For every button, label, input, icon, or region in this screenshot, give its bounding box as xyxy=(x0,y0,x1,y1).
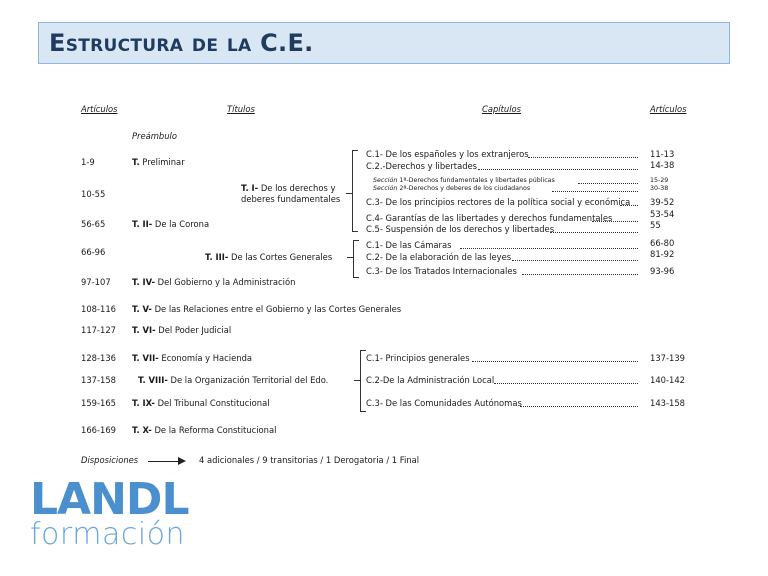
capitulo-arts: 93-96 xyxy=(650,266,675,276)
dots-leader xyxy=(460,248,638,249)
dots-leader xyxy=(578,183,638,184)
arrow-icon xyxy=(148,461,180,462)
dots-leader xyxy=(528,157,638,158)
titulo-v: T. V- De las Relaciones entre el Gobierno y las Cortes Generales xyxy=(132,304,402,314)
arrow-head-icon xyxy=(178,457,186,465)
titulo-iii: T. III- De las Cortes Generales xyxy=(205,252,333,262)
capitulo-arts: 14-38 xyxy=(650,160,675,170)
dots-leader xyxy=(620,205,638,206)
header-capitulos: Capítulos xyxy=(482,104,522,114)
dots-leader xyxy=(472,361,638,362)
row-art: 137-158 xyxy=(81,375,116,385)
capitulo-item: C.2-De la Administración Local xyxy=(366,375,495,385)
row-art: 166-169 xyxy=(81,425,116,435)
titulo-vi: T. VI- Del Poder Judicial xyxy=(132,325,232,335)
seccion-item: Sección 2ª-Derechos y deberes de los ciudadanos xyxy=(373,185,531,192)
capitulo-arts: 140-142 xyxy=(650,375,685,385)
capitulo-item: C.2- De la elaboración de las leyes xyxy=(366,252,512,262)
brace-titulo-i xyxy=(352,150,358,232)
page-title: Estructura de la C.E. xyxy=(49,29,314,57)
row-art: 10-55 xyxy=(81,189,106,199)
brace-tick xyxy=(354,380,360,381)
capitulo-arts: 53-54 xyxy=(650,209,675,219)
row-art: 159-165 xyxy=(81,398,116,408)
titulo-preliminar: T. Preliminar xyxy=(132,157,185,167)
capitulo-arts: 137-139 xyxy=(650,353,685,363)
seccion-item: Sección 1ª-Derechos fundamentales y libertades públicas xyxy=(373,177,555,184)
dots-leader xyxy=(512,260,638,261)
capitulo-item: C.1- Principios generales xyxy=(366,353,470,363)
preambulo: Preámbulo xyxy=(132,131,178,141)
row-art: 128-136 xyxy=(81,353,116,363)
capitulo-item: C.1- De las Cámaras xyxy=(366,240,452,250)
header-titulos: Títulos xyxy=(227,104,255,114)
titulo-x: T. X- De la Reforma Constitucional xyxy=(132,425,277,435)
titulo-ix: T. IX- Del Tribunal Constitucional xyxy=(132,398,270,408)
row-art: 108-116 xyxy=(81,304,116,314)
logo-formacion: formación xyxy=(30,517,186,552)
capitulo-arts: 66-80 xyxy=(650,238,675,248)
capitulo-arts: 81-92 xyxy=(650,249,675,259)
row-art: 117-127 xyxy=(81,325,116,335)
capitulo-item: C.3- De las Comunidades Autónomas xyxy=(366,398,522,408)
dots-leader xyxy=(592,221,638,222)
capitulo-arts: 143-158 xyxy=(650,398,685,408)
capitulo-arts: 39-52 xyxy=(650,197,675,207)
dots-leader xyxy=(494,383,638,384)
capitulo-item: C.1- De los españoles y los extranjeros xyxy=(366,149,529,159)
disposiciones-text: 4 adicionales / 9 transitorias / 1 Derogatoria / 1 Final xyxy=(199,455,420,465)
titulo-viii: T. VIII- De la Organización Territorial del Edo. xyxy=(138,375,329,385)
dots-leader xyxy=(520,406,638,407)
capitulo-item: C.5- Suspensión de los derechos y libertades xyxy=(366,224,555,234)
capitulo-item: C.2.-Derechos y libertades xyxy=(366,161,478,171)
brace-titulo-iii xyxy=(353,240,359,278)
header-articulos-right: Artículos xyxy=(650,104,687,114)
capitulo-arts: 55 xyxy=(650,220,661,230)
capitulo-arts: 11-13 xyxy=(650,149,675,159)
titulo-i-line2: deberes fundamentales xyxy=(241,194,341,204)
capitulo-item: C.3- De los principios rectores de la política social y económica xyxy=(366,197,631,207)
brace-tick xyxy=(347,257,353,258)
seccion-arts: 15-29 xyxy=(650,177,669,184)
logo-landl: LANDL xyxy=(30,474,189,525)
title-banner xyxy=(38,22,730,64)
brace-tick xyxy=(346,193,352,194)
disposiciones-label: Disposiciones xyxy=(81,455,139,465)
seccion-arts: 30-38 xyxy=(650,185,669,192)
capitulo-item: C.3- De los Tratados Internacionales xyxy=(366,266,517,276)
row-art: 56-65 xyxy=(81,219,106,229)
dots-leader xyxy=(522,274,638,275)
titulo-vii: T. VII- Economía y Hacienda xyxy=(132,353,253,363)
row-art: 97-107 xyxy=(81,277,111,287)
capitulo-item: C.4- Garantías de las libertades y derechos fundamentales xyxy=(366,213,613,223)
titulo-i: T. I- De los derechos y xyxy=(241,183,336,193)
dots-leader xyxy=(552,191,638,192)
titulo-iv: T. IV- Del Gobierno y la Administración xyxy=(132,277,296,287)
row-art: 66-96 xyxy=(81,247,106,257)
row-art: 1-9 xyxy=(81,157,95,167)
header-articulos-left: Artículos xyxy=(81,104,118,114)
dots-leader xyxy=(478,169,638,170)
dots-leader xyxy=(550,232,638,233)
titulo-ii: T. II- De la Corona xyxy=(132,219,210,229)
